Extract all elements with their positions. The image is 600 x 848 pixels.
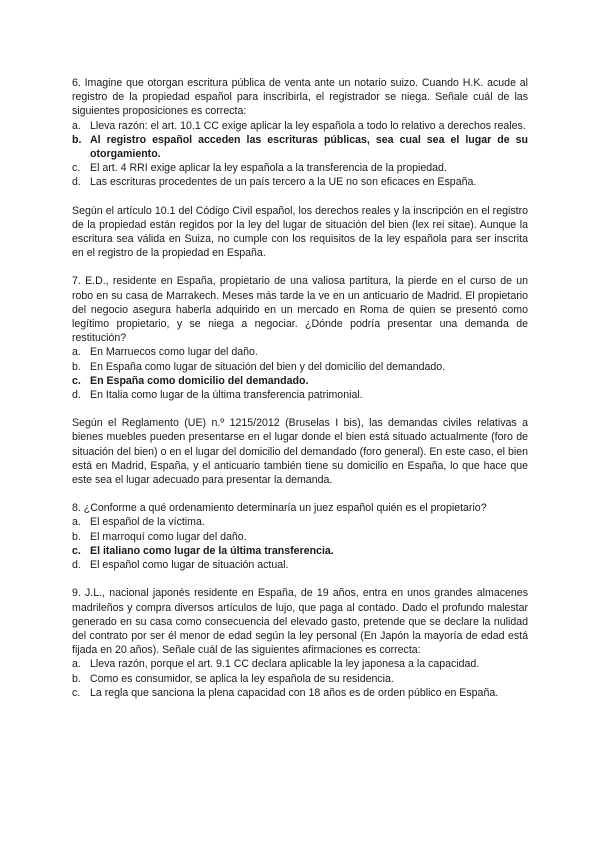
option-d: d. Las escrituras procedentes de un país tercero a la UE no son eficaces en España.	[72, 176, 477, 189]
option-b-correct: b. Al registro español acceden las escrituras públicas, sea cual sea el lugar de su otorgamiento.	[72, 133, 528, 161]
option-b: b. Como es consumidor, se aplica la ley española de su residencia.	[72, 672, 394, 685]
option-c: c. La regla que sanciona la plena capacidad con 18 años es de orden público en España.	[72, 686, 499, 699]
options-list	[72, 119, 528, 190]
option-d: d. El español como lugar de situación actual.	[72, 559, 289, 572]
question-8	[72, 501, 528, 572]
option-d: d. En Italia como lugar de la última transferencia patrimonial.	[72, 389, 363, 402]
option-a: a. El español de la víctima.	[72, 516, 205, 529]
question-stem: 7. E.D., residente en España, propietario de una valiosa partitura, la pierde en el curso de un robo en su casa de Marrakech. Meses más tarde la ve en un anticuario de Madrid. El propietario del negocio asegura haberla adquirido en un mercado en Roma de quien se presentó como legítimo propietario, y se niega a negociar. ¿Dónde podría presentar una demanda de restitución?	[72, 275, 528, 345]
document-page	[72, 76, 528, 714]
question-7	[72, 274, 528, 402]
question-6	[72, 76, 528, 190]
options-list	[72, 345, 528, 402]
explanation: Según el Reglamento (UE) n.º 1215/2012 (Bruselas I bis), las demandas civiles relativas a bienes muebles pueden presentarse en el lugar donde el bien está situado actualmente (foro de situación del bien) o en el lugar del domicilio del demandado (foro general). En este caso, el bien está en Madrid, España, y el anticuario también tiene su domicilio en España, lo que hace que este sea el lugar adecuado para presentar la demanda.	[72, 417, 528, 487]
option-a: a. Lleva razón: el art. 10.1 CC exige aplicar la ley española a todo lo relativo a derechos reales.	[72, 119, 526, 132]
option-c: c. El art. 4 RRI exige aplicar la ley española a la transferencia de la propiedad.	[72, 162, 447, 175]
question-stem: 8. ¿Conforme a qué ordenamiento determinaría un juez español quién es el propietario?	[72, 502, 487, 515]
question-stem: 9. J.L., nacional japonés residente en España, de 19 años, entra en unos grandes almacenes madrileños y compra diversos artículos de lujo, que paga al contado. Dado el profundo malestar generado en su casa como consecuencia del elevado gasto, pretende que se declare la nulidad del contrato por ser él menor de edad según la ley personal (En Japón la mayoría de edad está fijada en 20 años). Señale cuál de las siguientes afirmaciones es correcta:	[72, 587, 528, 657]
options-list	[72, 657, 528, 700]
question-9	[72, 586, 528, 700]
question-stem: 6. Imagine que otorgan escritura pública de venta ante un notario suizo. Cuando H.K. acude al registro de la propiedad español para inscribirla, el registrador se niega. Señale cuál de las siguientes proposiciones es correcta:	[72, 77, 528, 118]
option-c-correct: c. En España como domicilio del demandado.	[72, 374, 309, 387]
option-a: a. En Marruecos como lugar del daño.	[72, 346, 258, 359]
option-a: a. Lleva razón, porque el art. 9.1 CC declara aplicable la ley japonesa a la capacidad.	[72, 658, 480, 671]
options-list	[72, 515, 528, 572]
explanation: Según el artículo 10.1 del Código Civil español, los derechos reales y la inscripción en el registro de la propiedad están regidos por la ley del lugar de situación del bien (lex rei sitae). Aunque la escritura sea válida en Suiza, no cumple con los requisitos de la ley española para ser inscrita en el registro de la propiedad en España.	[72, 204, 528, 260]
option-b: b. El marroquí como lugar del daño.	[72, 530, 247, 543]
option-b: b. En España como lugar de situación del bien y del domicilio del demandado.	[72, 360, 446, 373]
option-c-correct: c. El italiano como lugar de la última transferencia.	[72, 544, 334, 557]
